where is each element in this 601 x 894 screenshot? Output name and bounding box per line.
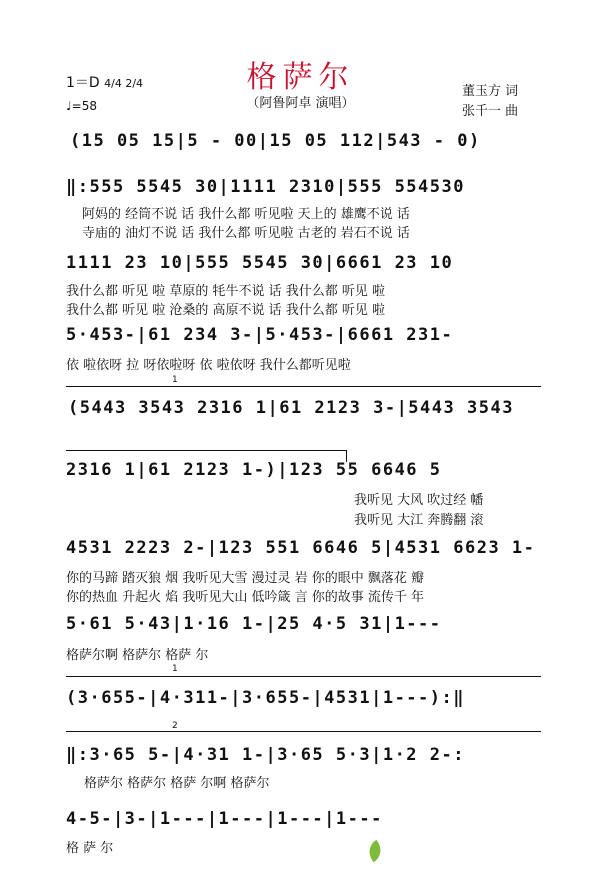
section-rule-3 bbox=[66, 676, 541, 677]
performer-subtitle: （阿鲁阿卓 演唱） bbox=[246, 96, 355, 111]
score-row-6-lyric-1: 我听见 大风 吹过经 幡 bbox=[354, 493, 484, 508]
tempo-mark: ♩=58 bbox=[66, 99, 97, 113]
score-row-7-lyric-2: 你的热血 升起火 焰 我听见大山 低吟箴 言 你的故事 流传千 年 bbox=[66, 590, 425, 605]
score-row-4-notes: 5·453-|61 234 3-|5·453-|6661 231- bbox=[66, 325, 454, 345]
score-row-6-lyric-2: 我听见 大江 奔腾翻 滚 bbox=[354, 513, 484, 528]
score-row-6-notes: 2316 1|61 2123 1-)|123 55 6646 5 bbox=[66, 460, 442, 480]
score-row-9-notes: (3·655-|4·311-|3·655-|4531|1---):‖ bbox=[66, 688, 465, 708]
score-row-3-lyric-1: 我什么都 听见 啦 草原的 牦牛不说 话 我什么都 听见 啦 bbox=[66, 284, 386, 299]
composer-credit: 张千一 曲 bbox=[462, 104, 519, 119]
score-row-2-lyric-2: 寺庙的 油灯不说 话 我什么都 听见啦 古老的 岩石不说 话 bbox=[82, 226, 410, 241]
score-row-7-notes: 4531 2223 2-|123 551 6646 5|4531 6623 1- bbox=[66, 538, 536, 558]
score-row-10-notes: ‖:3·65 5-|4·31 1-|3·65 5·3|1·2 2-: bbox=[66, 745, 465, 765]
score-row-11-notes: 4-5-|3-|1---|1---|1---|1--- bbox=[66, 809, 383, 829]
section-rule-2 bbox=[66, 450, 346, 451]
score-row-10-lyric: 格萨尔 格萨尔 格萨 尔啊 格萨尔 bbox=[84, 776, 270, 791]
score-row-2-notes: ‖:555 5545 30|1111 2310|555 554530 bbox=[66, 177, 465, 197]
score-row-3-lyric-2: 我什么都 听见 啦 沧桑的 高原不说 话 我什么都 听见 啦 bbox=[66, 303, 386, 318]
score-row-3-notes: 1111 23 10|555 5545 30|6661 23 10 bbox=[66, 253, 454, 273]
song-title: 格萨尔 bbox=[246, 60, 355, 95]
score-row-4-lyric: 依 啦依呀 拉 呀依啦呀 依 啦依呀 我什么都听见啦 bbox=[66, 358, 351, 373]
section-rule-1 bbox=[66, 386, 541, 387]
lyricist-credit: 董玉方 词 bbox=[462, 84, 519, 99]
score-row-11-lyric: 格 萨 尔 bbox=[66, 841, 114, 856]
score-row-2-lyric-1: 阿妈的 经筒不说 话 我什么都 听见啦 天上的 雄鹰不说 话 bbox=[82, 207, 410, 222]
score-row-5-notes: (5443 3543 2316 1|61 2123 3-|5443 3543 bbox=[68, 398, 514, 418]
volta-2-mark: 2 bbox=[172, 721, 178, 731]
volta-1-mark-b: 1 bbox=[172, 664, 178, 674]
section-rule-4 bbox=[66, 731, 541, 732]
key-signature: 1＝D 4/4 2/4 bbox=[66, 75, 144, 91]
score-row-8-lyric: 格萨尔啊 格萨尔 格萨 尔 bbox=[66, 648, 209, 663]
score-row-7-lyric-1: 你的马蹄 踏灭狼 烟 我听见大雪 漫过灵 岩 你的眼中 飘落花 瓣 bbox=[66, 571, 425, 586]
score-row-8-notes: 5·61 5·43|1·16 1-|25 4·5 31|1--- bbox=[66, 614, 442, 634]
score-row-1-notes: (15 05 15|5 - 00|15 05 112|543 - 0) bbox=[70, 131, 481, 151]
volta-1-mark: 1 bbox=[172, 375, 178, 385]
leaf-logo-icon bbox=[364, 840, 385, 863]
